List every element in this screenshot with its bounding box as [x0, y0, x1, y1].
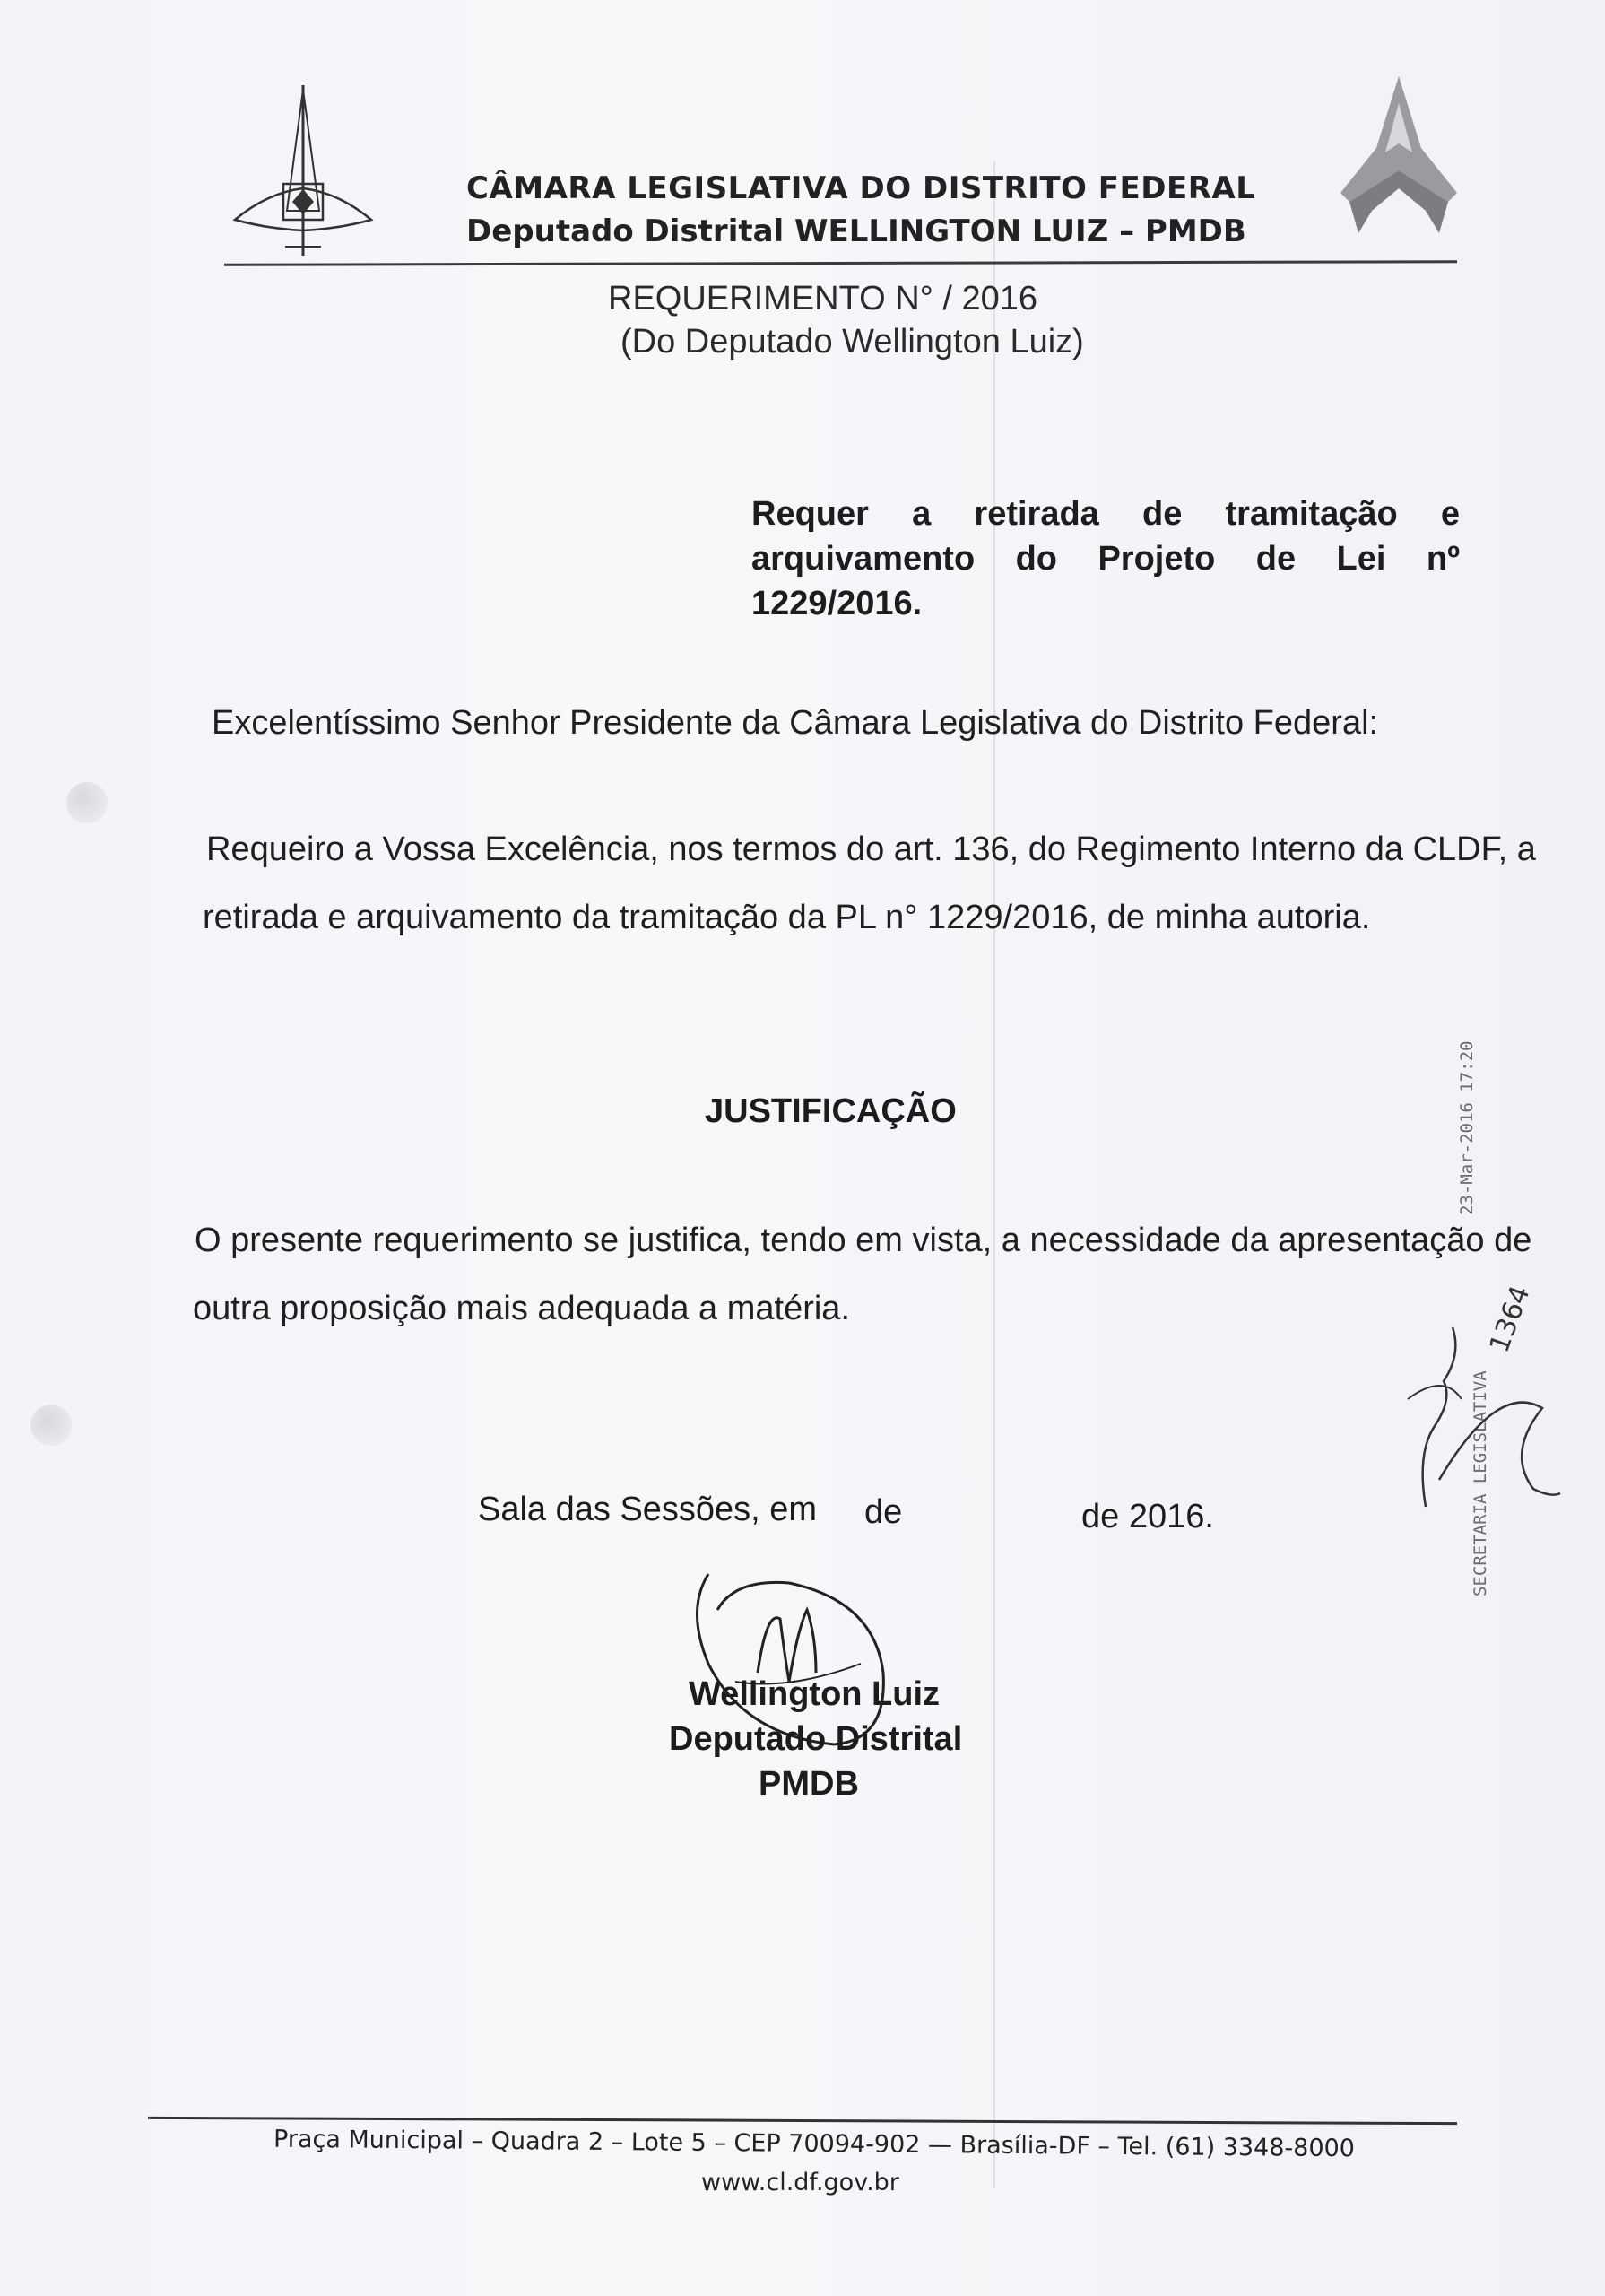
- protocol-number: 1364: [1483, 1282, 1537, 1357]
- paper-fold: [993, 161, 995, 2188]
- date-month-connector: de: [864, 1493, 903, 1531]
- footer-divider: [148, 2117, 1457, 2125]
- protocol-stamp-datetime: 23-Mar-2016 17:20: [1457, 1040, 1477, 1215]
- session-place: Sala das Sessões, em: [478, 1491, 818, 1528]
- footer-address: Praça Municipal – Quadra 2 – Lote 5 – CEP 70094-902 — Brasília-DF – Tel. (61) 3348-8000: [273, 2125, 1356, 2163]
- punch-hole: [66, 782, 108, 823]
- justification-heading: JUSTIFICAÇÃO: [705, 1092, 957, 1130]
- document-number: REQUERIMENTO N° / 2016: [608, 280, 1038, 317]
- brasilia-crest-icon: [231, 85, 375, 260]
- header-divider: [224, 260, 1457, 266]
- salutation: Excelentíssimo Senhor Presidente da Câmara Legislativa do Distrito Federal:: [212, 704, 1379, 742]
- document-author: (Do Deputado Wellington Luiz): [620, 323, 1084, 361]
- institution-name: CÂMARA LEGISLATIVA DO DISTRITO FEDERAL: [466, 170, 1256, 206]
- signatory-party: PMDB: [759, 1765, 859, 1803]
- footer-website: www.cl.df.gov.br: [701, 2169, 899, 2196]
- justification-paragraph-line2: outra proposição mais adequada a matéria.: [193, 1290, 851, 1327]
- cldf-logo-icon: [1336, 76, 1462, 242]
- request-paragraph-line2: retirada e arquivamento da tramitação da PL n° 1229/2016, de minha autoria.: [203, 899, 1371, 936]
- document-summary: Requer a retirada de tramitação e arquivamento do Projeto de Lei nº 1229/2016.: [751, 495, 1460, 622]
- office-name: Deputado Distrital WELLINGTON LUIZ – PMDB: [466, 213, 1246, 249]
- protocol-stamp-initials: [1399, 1274, 1569, 1543]
- signatory-role: Deputado Distrital: [669, 1720, 963, 1758]
- protocol-stamp-label: SECRETARIA LEGISLATIVA: [1471, 1370, 1490, 1596]
- punch-hole: [30, 1405, 72, 1446]
- date-year: de 2016.: [1081, 1498, 1214, 1535]
- justification-paragraph-line1: O presente requerimento se justifica, tendo em vista, a necessidade da apresentação de: [195, 1222, 1532, 1259]
- signatory-name: Wellington Luiz: [689, 1675, 941, 1713]
- request-paragraph-line1: Requeiro a Vossa Excelência, nos termos do art. 136, do Regimento Interno da CLDF, a: [206, 831, 1536, 868]
